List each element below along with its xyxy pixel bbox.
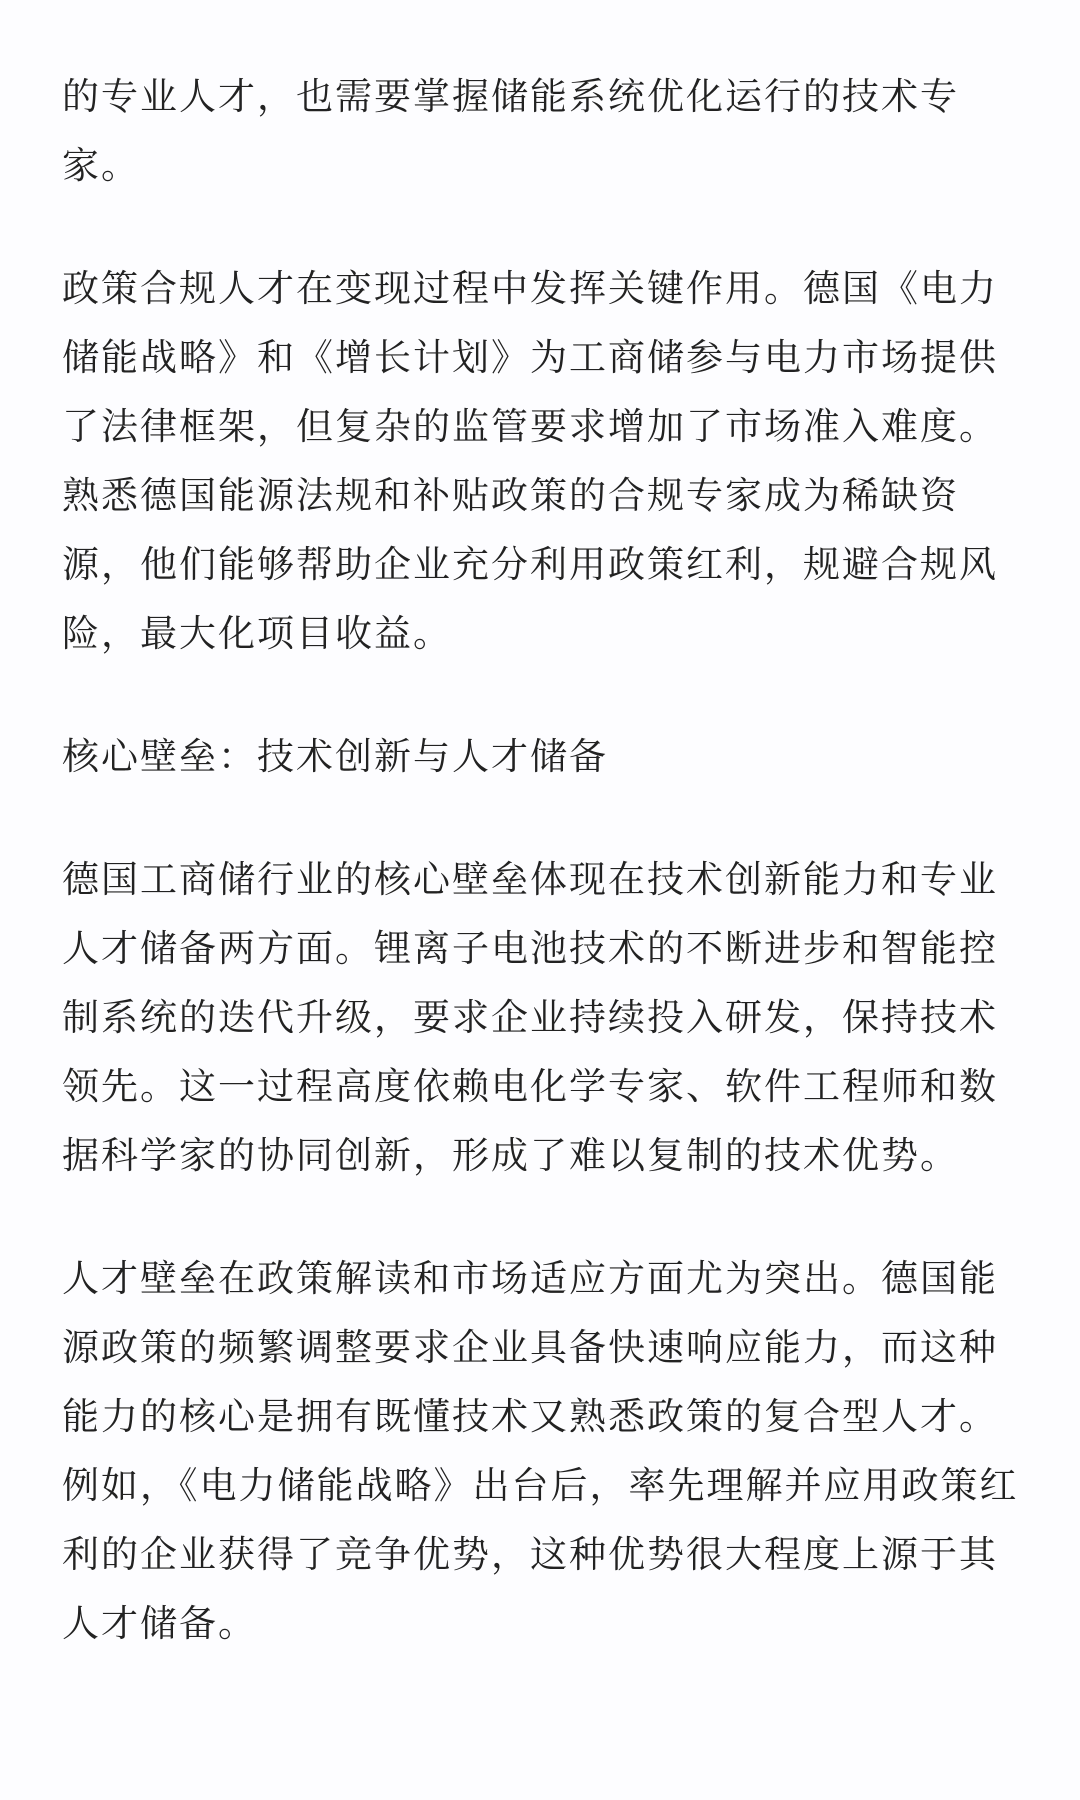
paragraph-intro-tail: 的专业人才，也需要掌握储能系统优化运行的技术专家。: [62, 75, 959, 187]
paragraph-gap: [62, 200, 1024, 254]
paragraph-gap: [62, 791, 1024, 845]
paragraph-gap: [62, 1190, 1024, 1244]
article-body: [62, 62, 1024, 1658]
paragraph-core-barrier: 德国工商储行业的核心壁垒体现在技术创新能力和专业人才储备两方面。锂离子电池技术的不断进步和智能控制系统的迭代升级，要求企业持续投入研发，保持技术领先。这一过程高度依赖电化学专家、软件工程师和数据科学家的协同创新，形成了难以复制的技术优势。: [62, 858, 998, 1177]
paragraph-policy-compliance: 政策合规人才在变现过程中发挥关键作用。德国《电力储能战略》和《增长计划》为工商储参与电力市场提供了法律框架，但复杂的监管要求增加了市场准入难度。熟悉德国能源法规和补贴政策的合规专家成为稀缺资源，他们能够帮助企业充分利用政策红利，规避合规风险，最大化项目收益。: [62, 267, 998, 655]
paragraph-talent-barrier: 人才壁垒在政策解读和市场适应方面尤为突出。德国能源政策的频繁调整要求企业具备快速响应能力，而这种能力的核心是拥有既懂技术又熟悉政策的复合型人才。例如，《电力储能战略》出台后，率先理解并应用政策红利的企业获得了竞争优势，这种优势很大程度上源于其人才储备。: [62, 1257, 1019, 1645]
paragraph-gap: [62, 668, 1024, 722]
section-heading: 核心壁垒：技术创新与人才储备: [62, 735, 608, 778]
